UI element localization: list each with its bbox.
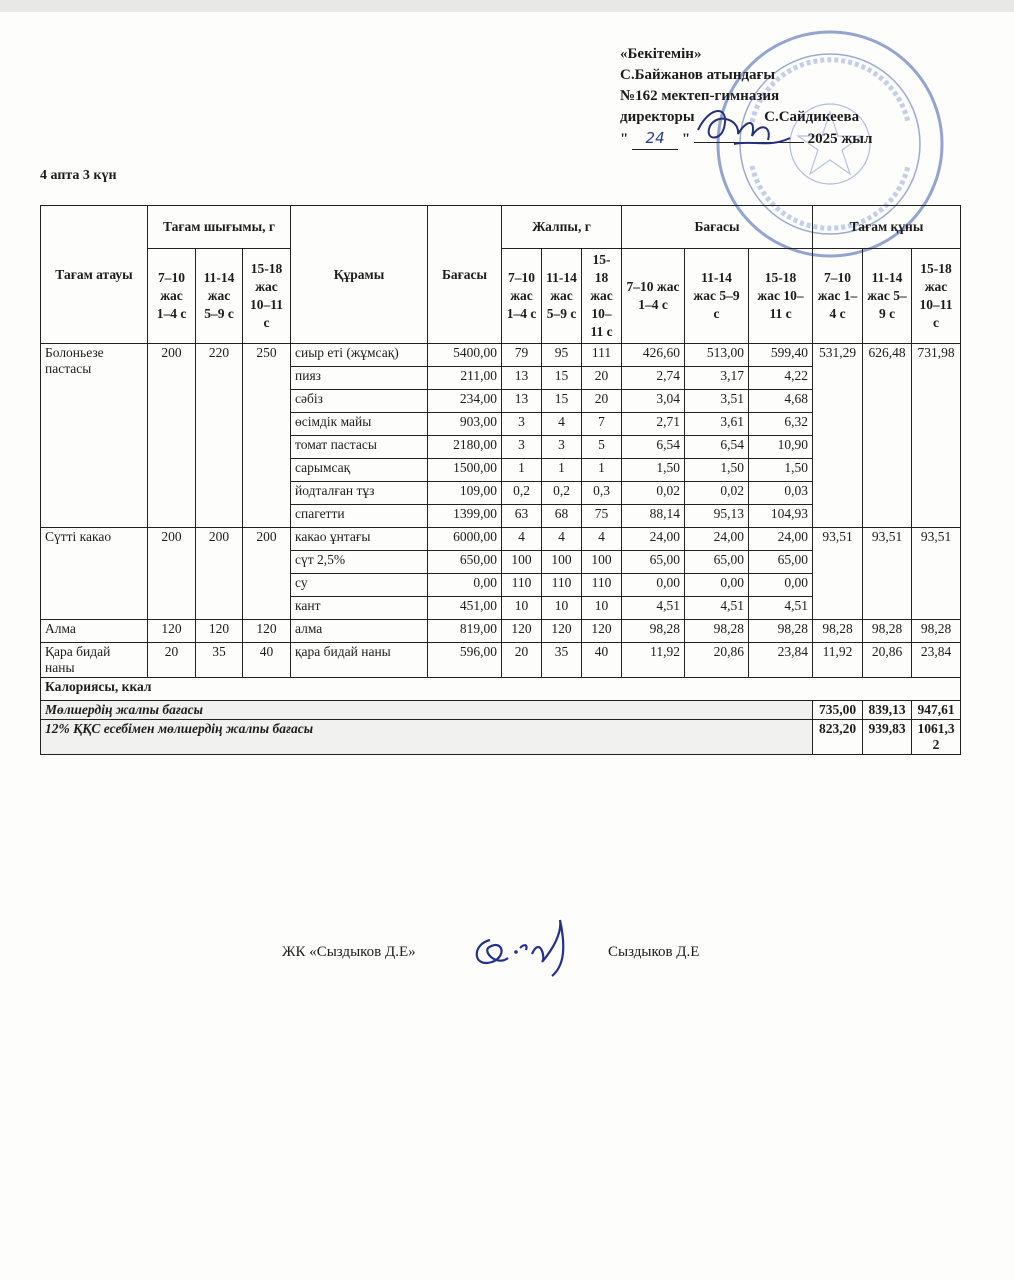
- ingredient-cost: 3,51: [685, 390, 749, 413]
- ingredient-price: 1500,00: [428, 459, 502, 482]
- dish-yield: 20: [148, 643, 196, 678]
- date-quote-close: ": [681, 131, 691, 147]
- dish-cost: 23,84: [912, 643, 961, 678]
- ingredient-grams: 15: [542, 390, 582, 413]
- ingredient-grams: 0,2: [542, 482, 582, 505]
- ingredient-price: 596,00: [428, 643, 502, 678]
- ingredient-name: сүт 2,5%: [291, 551, 428, 574]
- ingredient-grams: 79: [502, 344, 542, 367]
- ingredient-cost: 0,00: [749, 574, 813, 597]
- header-total-age_c: 15-18 жас 10–11 с: [582, 249, 622, 344]
- dish-yield: 120: [243, 620, 291, 643]
- ingredient-grams: 68: [542, 505, 582, 528]
- ingredient-grams: 0,2: [502, 482, 542, 505]
- ingredient-price: 5400,00: [428, 344, 502, 367]
- ingredient-cost: 599,40: [749, 344, 813, 367]
- director-signature-drawing: [690, 100, 800, 155]
- header-cost: Бағасы: [622, 206, 813, 249]
- dish-cost: 731,98: [912, 344, 961, 528]
- ingredient-price: 650,00: [428, 551, 502, 574]
- dish-cost: 98,28: [863, 620, 912, 643]
- header-dishcost-age_c: 15-18 жас 10–11 с: [912, 249, 961, 344]
- vat-total-row: [41, 720, 961, 755]
- dish-yield: 120: [148, 620, 196, 643]
- ingredient-cost: 4,68: [749, 390, 813, 413]
- signature-company: ЖК «Сыздыков Д.Е»: [282, 944, 416, 960]
- vat-total-value: 939,83: [863, 720, 912, 755]
- ingredient-price: 819,00: [428, 620, 502, 643]
- ingredient-cost: 95,13: [685, 505, 749, 528]
- ingredient-cost: 6,54: [685, 436, 749, 459]
- ingredient-price: 0,00: [428, 574, 502, 597]
- ingredient-name: алма: [291, 620, 428, 643]
- ingredient-grams: 10: [502, 597, 542, 620]
- dish-name: Болоньезе пастасы: [41, 344, 148, 528]
- ingredient-cost: 513,00: [685, 344, 749, 367]
- ingredient-grams: 110: [582, 574, 622, 597]
- total-value: 735,00: [813, 701, 863, 720]
- ingredient-price: 109,00: [428, 482, 502, 505]
- ingredient-cost: 104,93: [749, 505, 813, 528]
- ingredient-cost: 3,17: [685, 367, 749, 390]
- ingredient-grams: 100: [582, 551, 622, 574]
- dish-name: Сүтті какао: [41, 528, 148, 620]
- total-row: [41, 701, 961, 720]
- ingredient-grams: 10: [582, 597, 622, 620]
- ingredient-cost: 0,00: [685, 574, 749, 597]
- ingredient-cost: 10,90: [749, 436, 813, 459]
- dish-cost: 93,51: [912, 528, 961, 620]
- ingredient-name: өсімдік майы: [291, 413, 428, 436]
- ingredient-grams: 5: [582, 436, 622, 459]
- header-dishcost-age_b: 11-14 жас 5–9 с: [863, 249, 912, 344]
- ingredient-cost: 4,51: [685, 597, 749, 620]
- vat-total-value: 1061,32: [912, 720, 961, 755]
- ingredient-name: су: [291, 574, 428, 597]
- ingredient-cost: 1,50: [749, 459, 813, 482]
- ingredient-cost: 88,14: [622, 505, 685, 528]
- header-price: Бағасы: [428, 206, 502, 344]
- top-edge: [0, 0, 1014, 12]
- ingredient-cost: 24,00: [749, 528, 813, 551]
- ingredient-grams: 20: [582, 390, 622, 413]
- total-label: Мөлшердің жалпы бағасы: [41, 701, 813, 720]
- header-composition: Құрамы: [291, 206, 428, 344]
- ingredient-grams: 15: [542, 367, 582, 390]
- ingredient-name: пияз: [291, 367, 428, 390]
- approval-school-name: С.Байжанов атындағы: [620, 67, 776, 83]
- ingredient-cost: 0,03: [749, 482, 813, 505]
- ingredient-cost: 0,00: [622, 574, 685, 597]
- ingredient-grams: 1: [542, 459, 582, 482]
- ingredient-grams: 13: [502, 367, 542, 390]
- ingredient-grams: 75: [582, 505, 622, 528]
- dish-cost: 93,51: [813, 528, 863, 620]
- ingredient-grams: 7: [582, 413, 622, 436]
- ingredient-price: 451,00: [428, 597, 502, 620]
- ingredient-name: кант: [291, 597, 428, 620]
- table-row: [41, 643, 961, 678]
- total-value: 947,61: [912, 701, 961, 720]
- ingredient-cost: 4,51: [622, 597, 685, 620]
- ingredient-name: какао ұнтағы: [291, 528, 428, 551]
- ingredient-grams: 110: [542, 574, 582, 597]
- ingredient-cost: 1,50: [622, 459, 685, 482]
- ingredient-cost: 11,92: [622, 643, 685, 678]
- ingredient-cost: 3,04: [622, 390, 685, 413]
- ingredient-grams: 100: [502, 551, 542, 574]
- dish-name: Алма: [41, 620, 148, 643]
- table-row: [41, 528, 961, 551]
- signature-drawing: [468, 918, 588, 978]
- ingredient-price: 234,00: [428, 390, 502, 413]
- ingredient-name: сиыр еті (жұмсақ): [291, 344, 428, 367]
- ingredient-price: 903,00: [428, 413, 502, 436]
- dish-yield: 35: [196, 643, 243, 678]
- header-yield-age_c: 15-18 жас 10–11 с: [243, 249, 291, 344]
- ingredient-price: 211,00: [428, 367, 502, 390]
- approval-title: «Бекітемін»: [620, 46, 702, 62]
- ingredient-price: 6000,00: [428, 528, 502, 551]
- calories-row: [41, 678, 961, 701]
- dish-cost: 98,28: [912, 620, 961, 643]
- ingredient-cost: 4,22: [749, 367, 813, 390]
- ingredient-grams: 3: [502, 413, 542, 436]
- header-yield-age_a: 7–10 жас 1–4 с: [148, 249, 196, 344]
- ingredient-grams: 10: [542, 597, 582, 620]
- ingredient-grams: 40: [582, 643, 622, 678]
- ingredient-price: 1399,00: [428, 505, 502, 528]
- approval-director-name: С.Сайдикеева: [764, 109, 860, 125]
- header-dish-cost: Тағам құны: [813, 206, 961, 249]
- ingredient-grams: 95: [542, 344, 582, 367]
- ingredient-grams: 4: [582, 528, 622, 551]
- ingredient-grams: 35: [542, 643, 582, 678]
- date-quote-open: ": [620, 131, 629, 147]
- table-row: [41, 344, 961, 367]
- ingredient-name: йодталған тұз: [291, 482, 428, 505]
- ingredient-cost: 98,28: [685, 620, 749, 643]
- ingredient-grams: 13: [502, 390, 542, 413]
- dish-cost: 531,29: [813, 344, 863, 528]
- dish-yield: 200: [148, 344, 196, 528]
- ingredient-grams: 4: [542, 413, 582, 436]
- ingredient-grams: 100: [542, 551, 582, 574]
- ingredient-grams: 120: [542, 620, 582, 643]
- ingredient-grams: 3: [542, 436, 582, 459]
- ingredient-cost: 4,51: [749, 597, 813, 620]
- vat-total-value: 823,20: [813, 720, 863, 755]
- ingredient-name: томат пастасы: [291, 436, 428, 459]
- ingredient-name: сарымсақ: [291, 459, 428, 482]
- ingredient-grams: 1: [582, 459, 622, 482]
- dish-yield: 220: [196, 344, 243, 528]
- ingredient-cost: 2,74: [622, 367, 685, 390]
- ingredient-grams: 110: [502, 574, 542, 597]
- ingredient-grams: 120: [582, 620, 622, 643]
- ingredient-cost: 426,60: [622, 344, 685, 367]
- ingredient-name: сәбіз: [291, 390, 428, 413]
- ingredient-cost: 20,86: [685, 643, 749, 678]
- header-total-age_a: 7–10 жас 1–4 с: [502, 249, 542, 344]
- header-cost-cost_a: 7–10 жас 1–4 с: [622, 249, 685, 344]
- dish-cost: 20,86: [863, 643, 912, 678]
- signature-name: Сыздыков Д.Е: [608, 944, 700, 960]
- dish-yield: 250: [243, 344, 291, 528]
- table-row: [41, 620, 961, 643]
- ingredient-cost: 6,32: [749, 413, 813, 436]
- approval-date-day: 24: [632, 128, 678, 150]
- ingredient-grams: 120: [502, 620, 542, 643]
- header-total-age_b: 11-14 жас 5–9 с: [542, 249, 582, 344]
- dish-cost: 93,51: [863, 528, 912, 620]
- dish-yield: 40: [243, 643, 291, 678]
- header-cost-cost_c: 15-18 жас 10–11 с: [749, 249, 813, 344]
- dish-name: Қара бидай наны: [41, 643, 148, 678]
- dish-yield: 120: [196, 620, 243, 643]
- ingredient-cost: 98,28: [622, 620, 685, 643]
- ingredient-cost: 23,84: [749, 643, 813, 678]
- total-value: 839,13: [863, 701, 912, 720]
- calories-label: Калориясы, ккал: [41, 678, 961, 701]
- signature-block: [282, 918, 742, 988]
- header-total-grams: Жалпы, г: [502, 206, 622, 249]
- ingredient-grams: 0,3: [582, 482, 622, 505]
- ingredient-cost: 0,02: [622, 482, 685, 505]
- ingredient-cost: 65,00: [622, 551, 685, 574]
- ingredient-grams: 20: [502, 643, 542, 678]
- ingredient-grams: 4: [542, 528, 582, 551]
- ingredient-grams: 111: [582, 344, 622, 367]
- approval-school-number: №162 мектеп-гимназия: [620, 88, 780, 104]
- ingredient-grams: 3: [502, 436, 542, 459]
- ingredient-cost: 65,00: [685, 551, 749, 574]
- ingredient-cost: 24,00: [622, 528, 685, 551]
- ingredient-cost: 24,00: [685, 528, 749, 551]
- ingredient-cost: 65,00: [749, 551, 813, 574]
- dish-cost: 98,28: [813, 620, 863, 643]
- ingredient-cost: 1,50: [685, 459, 749, 482]
- week-day-label: 4 апта 3 күн: [40, 168, 117, 183]
- ingredient-grams: 63: [502, 505, 542, 528]
- header-cost-cost_b: 11-14 жас 5–9 с: [685, 249, 749, 344]
- header-dish-name: Тағам атауы: [41, 206, 148, 344]
- ingredient-cost: 3,61: [685, 413, 749, 436]
- ingredient-cost: 98,28: [749, 620, 813, 643]
- dish-yield: 200: [196, 528, 243, 620]
- ingredient-grams: 20: [582, 367, 622, 390]
- approval-director-label: директоры: [620, 109, 695, 125]
- menu-table: [40, 205, 961, 755]
- ingredient-cost: 6,54: [622, 436, 685, 459]
- ingredient-name: қара бидай наны: [291, 643, 428, 678]
- approval-date-year: 2025 жыл: [807, 131, 873, 147]
- ingredient-grams: 1: [502, 459, 542, 482]
- vat-total-label: 12% ҚҚС есебімен мөлшердің жалпы бағасы: [41, 720, 813, 755]
- ingredient-cost: 0,02: [685, 482, 749, 505]
- ingredient-cost: 2,71: [622, 413, 685, 436]
- ingredient-grams: 4: [502, 528, 542, 551]
- dish-yield: 200: [243, 528, 291, 620]
- header-yield-age_b: 11-14 жас 5–9 с: [196, 249, 243, 344]
- header-yield: Тағам шығымы, г: [148, 206, 291, 249]
- ingredient-name: спагетти: [291, 505, 428, 528]
- dish-yield: 200: [148, 528, 196, 620]
- header-row-1: [41, 206, 961, 249]
- header-dishcost-age_a: 7–10 жас 1–4 с: [813, 249, 863, 344]
- ingredient-price: 2180,00: [428, 436, 502, 459]
- dish-cost: 11,92: [813, 643, 863, 678]
- dish-cost: 626,48: [863, 344, 912, 528]
